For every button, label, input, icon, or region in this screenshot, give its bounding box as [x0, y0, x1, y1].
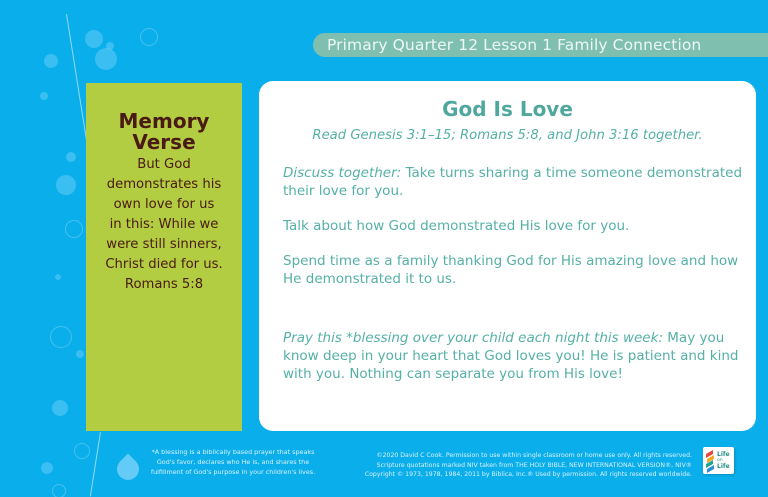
verse-line: in this: While we	[109, 217, 219, 232]
bubble-decoration	[66, 152, 76, 162]
verse-line: But God	[137, 157, 191, 172]
discuss-body: Take turns sharing a time someone demonstrated their love for you.	[283, 165, 743, 199]
memory-verse-text	[86, 155, 242, 275]
logo-text-line: on	[717, 458, 723, 463]
footnote-line: *A blessing is a biblically based prayer that speaks	[151, 448, 315, 456]
memory-verse-heading-line: Verse	[132, 130, 196, 154]
lesson-title: Primary Quarter 12 Lesson 1 Family Connection	[327, 36, 702, 54]
lesson-header-bar	[313, 33, 768, 57]
bubble-decoration	[65, 220, 83, 238]
bubble-decoration	[44, 54, 58, 68]
footnote-line: God's favor, declares who He is, and shares the	[156, 458, 310, 466]
discuss-lead: Discuss together:	[283, 165, 402, 181]
copyright-line: Scripture quotations marked NIV taken from THE HOLY BIBLE, NEW INTERNATIONAL VERSION®, NIV®	[376, 461, 692, 469]
bubble-decoration	[76, 350, 84, 358]
bubble-decoration	[74, 443, 90, 459]
bubble-decoration	[50, 326, 72, 348]
discuss-paragraph	[283, 164, 743, 200]
life-on-life-logo	[703, 447, 734, 474]
copyright-line: ©2020 David C Cook. Permission to use within single classroom or home use only. All rights reserved.	[376, 452, 692, 459]
water-drop-icon	[112, 453, 143, 484]
logo-text-line: Life	[717, 451, 730, 458]
memory-verse-box	[86, 83, 242, 431]
verse-line: were still sinners,	[106, 237, 222, 252]
verse-line: demonstrates his	[106, 177, 222, 192]
blessing-footnote	[148, 447, 318, 477]
bubble-decoration	[95, 48, 117, 70]
spend-time-paragraph	[283, 252, 743, 288]
blessing-body: May you know deep in your heart that God loves you! He is patient and kind with you. Nothing can separate you from His love!	[283, 330, 739, 382]
decorative-line	[90, 432, 101, 496]
logo-text	[717, 451, 730, 470]
talk-paragraph	[283, 217, 743, 235]
copyright-line: Copyright © 1973, 1978, 1984, 2011 by Biblica, Inc.® Used by permission. All rights reserved worldwide.	[364, 471, 692, 478]
verse-reference: Romans 5:8	[124, 277, 204, 292]
logo-mark-icon	[706, 451, 714, 471]
verse-line: own love for us	[113, 197, 215, 212]
bubble-decoration	[40, 92, 48, 100]
copyright-notice	[344, 451, 692, 480]
spend-body: Spend time as a family thanking God for His amazing love and how He demonstrated it to us.	[283, 253, 739, 287]
bubble-decoration	[52, 400, 68, 416]
bubble-decoration	[41, 462, 53, 474]
logo-text-line: Life	[717, 463, 730, 470]
reading-instructions: Read Genesis 3:1–15; Romans 5:8, and John 3:16 together.	[312, 128, 703, 143]
bubble-decoration	[106, 42, 114, 50]
memory-verse-heading	[86, 111, 242, 153]
verse-line: Christ died for us.	[105, 257, 223, 272]
blessing-lead: Pray this *blessing over your child each night this week:	[283, 330, 663, 346]
bubble-decoration	[85, 30, 103, 48]
blessing-paragraph	[283, 329, 743, 383]
talk-body: Talk about how God demonstrated His love for you.	[283, 218, 630, 234]
footnote-line: fulfillment of God's purpose in your children's lives.	[150, 468, 316, 476]
bubble-decoration	[52, 484, 66, 497]
bubble-decoration	[140, 28, 158, 46]
family-connection-card	[259, 81, 756, 431]
bubble-decoration	[55, 274, 61, 280]
memory-verse-heading-line: Memory	[118, 109, 210, 133]
bubble-decoration	[56, 175, 76, 195]
card-title: God Is Love	[442, 97, 573, 121]
